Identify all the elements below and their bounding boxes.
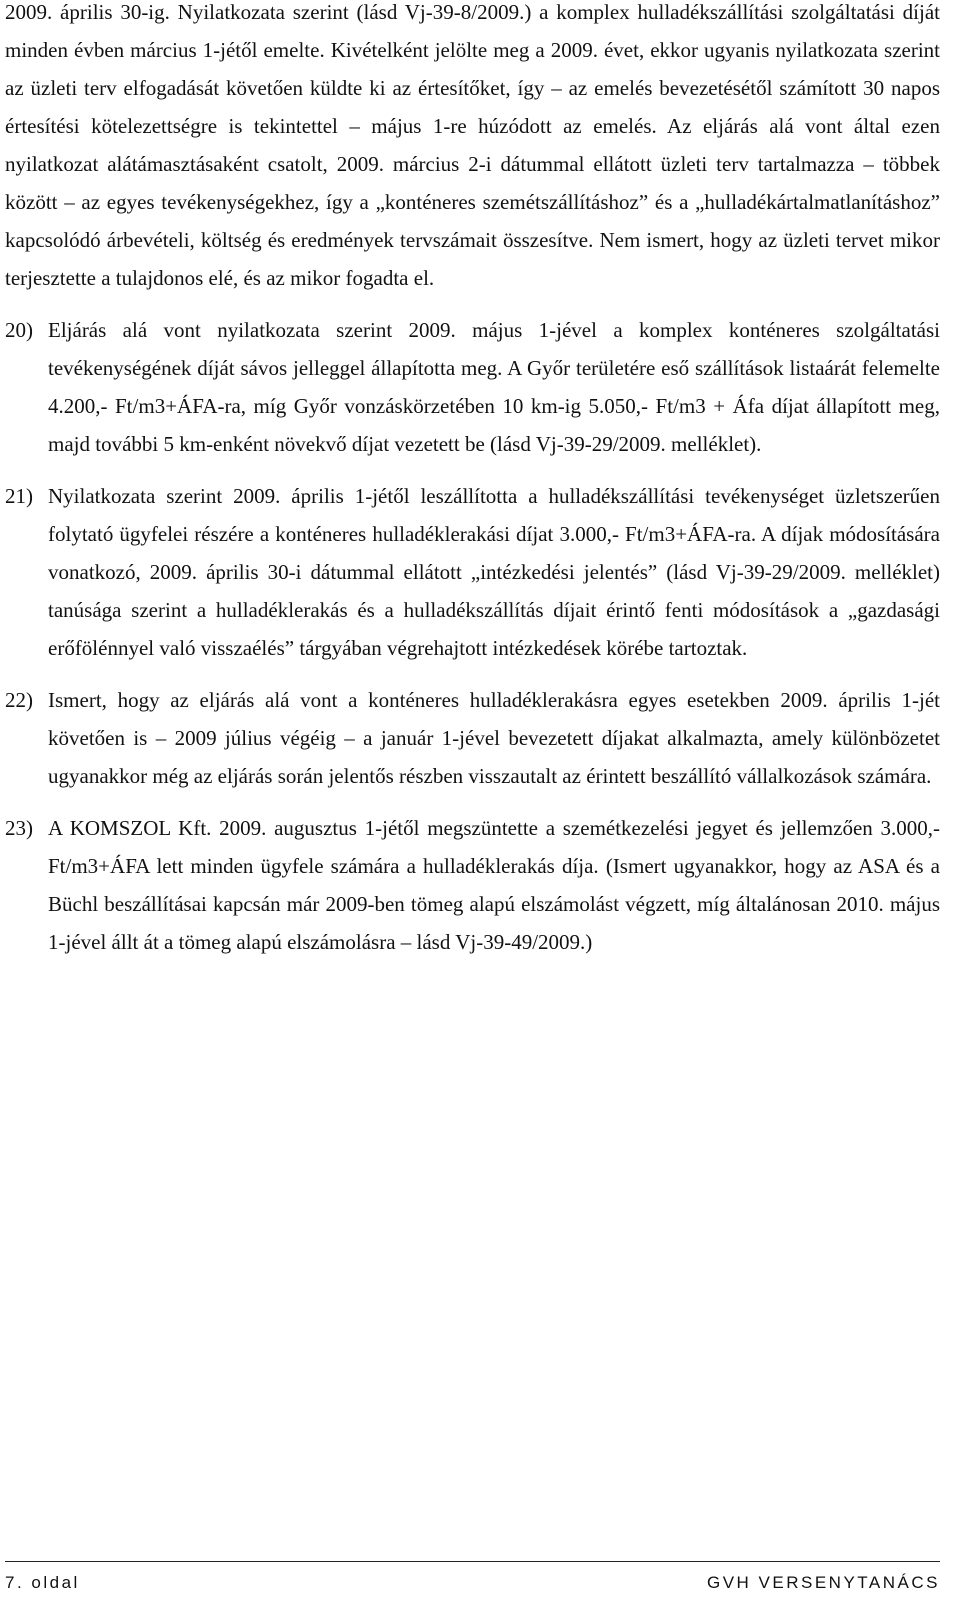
page-number: 7. oldal	[5, 1573, 80, 1592]
paragraph-number: 21)	[5, 484, 33, 508]
footer-divider	[5, 1561, 940, 1562]
paragraph-number: 23)	[5, 816, 33, 840]
numbered-paragraph-23	[5, 809, 940, 961]
paragraph-text: A KOMSZOL Kft. 2009. augusztus 1-jétől megszüntette a szemétkezelési jegyet és jellemzően 3.000,-Ft/m3+ÁFA lett minden ügyfele számára a hulladéklerakás díja. (Ismert ugyanakkor, hogy az ASA és a Büchl beszállításai kapcsán már 2009-ben tömeg alapú elszámolást végzett, míg általánosan 2010. május 1-jével állt át a tömeg alapú elszámolásra – lásd Vj-39-49/2009.)	[48, 816, 940, 954]
paragraph-text: Ismert, hogy az eljárás alá vont a konténeres hulladéklerakásra egyes esetekben 2009. április 1-jét követően is – 2009 július végéig – a január 1-jével bevezetett díjakat alkalmazta, amely különbözetet ugyanakkor még az eljárás során jelentős részben visszautalt az érintett beszállító vállalkozások számára.	[48, 688, 940, 788]
paragraph-number: 20)	[5, 318, 33, 342]
numbered-paragraph-22	[5, 681, 940, 795]
organization-name: GVH VERSENYTANÁCS	[706, 1573, 940, 1592]
intro-paragraph: 2009. április 30-ig. Nyilatkozata szerint (lásd Vj-39-8/2009.) a komplex hulladékszállítási szolgáltatási díját minden évben március 1-jétől emelte. Kivételként jelölte meg a 2009. évet, ekkor ugyanis nyilatkozata szerint az üzleti terv elfogadását követően küldte ki az értesítőket, így – az emelés bevezetésétől számított 30 napos értesítési kötelezettségre is tekintettel – május 1-re húzódott az emelés. Az eljárás alá vont által ezen nyilatkozat alátámasztásaként csatolt, 2009. március 2-i dátummal ellátott üzleti terv tartalmazza – többek között – az egyes tevékenységekhez, így a „konténeres szemétszállításhoz” és a „hulladékártalmatlanításhoz” kapcsolódó árbevételi, költség és eredmények tervszámait összesítve. Nem ismert, hogy az üzleti tervet mikor terjesztette a tulajdonos elé, és az mikor fogadta el.	[5, 0, 940, 290]
numbered-paragraph-20	[5, 311, 940, 463]
document-body	[5, 0, 940, 961]
numbered-paragraph-21	[5, 477, 940, 667]
paragraph-number: 22)	[5, 688, 33, 712]
paragraph-text: Eljárás alá vont nyilatkozata szerint 2009. május 1-jével a komplex konténeres szolgáltatási tevékenységének díját sávos jelleggel állapította meg. A Győr területére eső szállítások listaárát felemelte 4.200,- Ft/m3+ÁFA-ra, míg Győr vonzáskörzetében 10 km-ig 5.050,- Ft/m3 + Áfa díjat állapított meg, majd további 5 km-enként növekvő díjat vezetett be (lásd Vj-39-29/2009. melléklet).	[48, 318, 940, 456]
paragraph-text: Nyilatkozata szerint 2009. április 1-jétől leszállította a hulladékszállítási tevékenységet üzletszerűen folytató ügyfelei részére a konténeres hulladéklerakási díjat 3.000,- Ft/m3+ÁFA-ra. A díjak módosítására vonatkozó, 2009. április 30-i dátummal ellátott „intézkedési jelentés” (lásd Vj-39-29/2009. melléklet) tanúsága szerint a hulladéklerakás és a hulladékszállítás díjait érintő fenti módosítások a „gazdasági erőfölénnyel való visszaélés” tárgyában végrehajtott intézkedések körébe tartoztak.	[48, 484, 940, 660]
